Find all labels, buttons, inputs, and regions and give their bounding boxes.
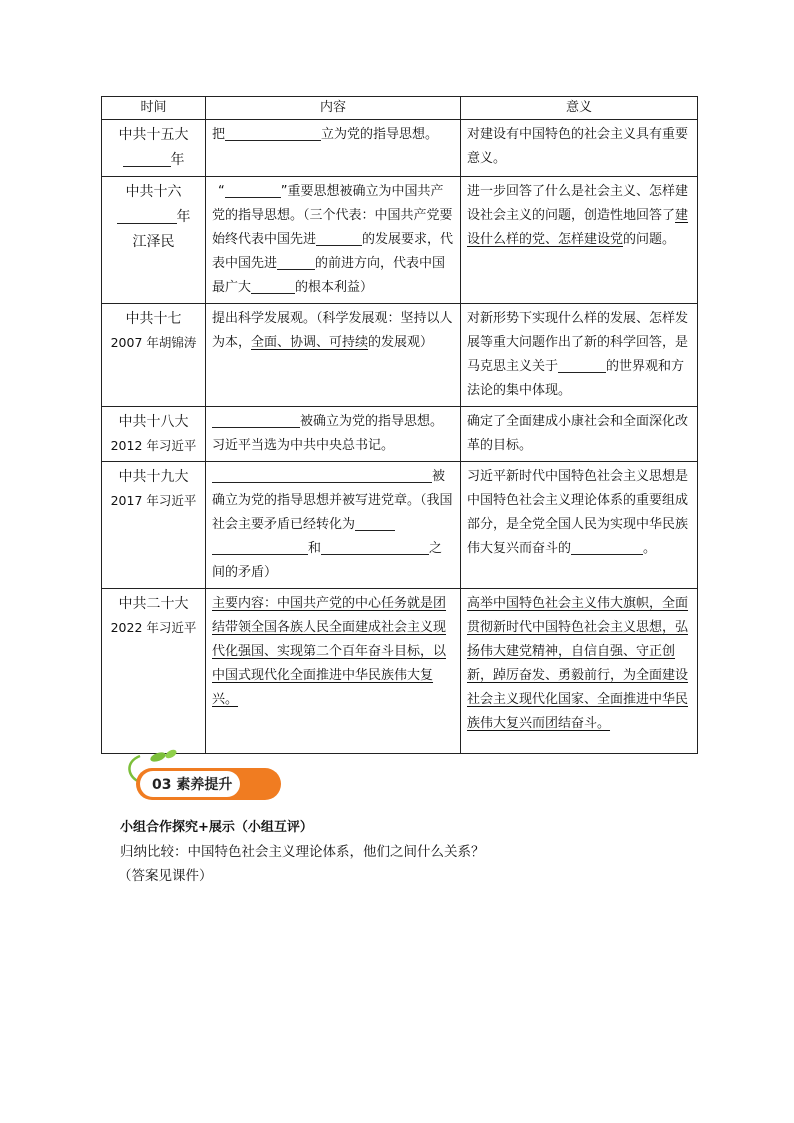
leaf-icon <box>149 751 167 764</box>
content-cell: 主要内容：中国共产党的中心任务就是团结带领全国各族人民全面建成社会主义现代化强国、实现第二个百年奋斗目标，以中国式现代化全面推进中华民族伟大复兴。 <box>206 589 461 754</box>
leader-label: 江泽民 <box>132 234 175 250</box>
time-cell <box>102 304 206 407</box>
content-cell: “ ”重要思想被确立为中国共产党的指导思想。（三个代表：中国共产党要始终代表中国先进 的发展要求，代表中国先进 的前进方向，代表中国最广大 的根本利益） <box>206 177 461 304</box>
fill-blank[interactable] <box>571 538 609 555</box>
table-row <box>102 589 698 754</box>
fill-blank[interactable] <box>355 514 395 531</box>
fill-blank[interactable] <box>212 411 300 428</box>
time-cell <box>102 407 206 462</box>
group-activity-title: 小组合作探究+展示（小组互评） <box>120 820 313 835</box>
section-title: 03 素养提升 <box>152 777 233 793</box>
content-cell: 被确立为党的指导思想。习近平当选为中共中央总书记。 <box>206 407 461 462</box>
fill-blank[interactable] <box>558 356 606 373</box>
fill-blank[interactable] <box>251 277 295 294</box>
fill-blank[interactable] <box>225 181 281 198</box>
era-label: 中共十八大 <box>118 414 189 430</box>
era-label: 中共二十大 <box>118 596 189 612</box>
era-label: 中共十九大 <box>118 469 189 485</box>
header-content: 内容 <box>206 97 461 120</box>
leader-label: 2022 年习近平 <box>110 620 197 635</box>
meaning-cell: 进一步回答了什么是社会主义、怎样建设社会主义的问题，创造性地回答了建设什么样的党、怎样建设党的问题。 <box>461 177 698 304</box>
fill-blank[interactable] <box>212 538 308 555</box>
history-table <box>101 96 698 754</box>
fill-blank[interactable] <box>225 124 321 141</box>
era-label: 中共十五大 <box>118 127 189 143</box>
year-line: 年 <box>108 205 199 230</box>
question-text: 归纳比较：中国特色社会主义理论体系，他们之间什么关系？ <box>120 844 485 860</box>
leader-label: 2017 年习近平 <box>110 493 197 508</box>
content-cell: 把 立为党的指导思想。 <box>206 120 461 177</box>
header-meaning: 意义 <box>461 97 698 120</box>
time-cell <box>102 177 206 304</box>
table-row <box>102 177 698 304</box>
table-row <box>102 462 698 589</box>
fill-blank[interactable] <box>277 253 315 270</box>
meaning-cell: 对新形势下实现什么样的发展、怎样发展等重大问题作出了新的科学回答，是马克思主义关于 的世界观和方法论的集中体现。 <box>461 304 698 407</box>
leader-label: 2007 年胡锦涛 <box>110 335 197 350</box>
meaning-cell: 对建设有中国特色的社会主义具有重要意义。 <box>461 120 698 177</box>
content-cell: 提出科学发展观。（科学发展观：坚持以人为本，全面、协调、可持续的发展观） <box>206 304 461 407</box>
leaf-icon <box>164 748 178 760</box>
table-header-row <box>102 97 698 120</box>
year-blank[interactable] <box>117 207 177 224</box>
meaning-cell: 确定了全面建成小康社会和全面深化改革的目标。 <box>461 407 698 462</box>
time-cell <box>102 462 206 589</box>
fill-blank[interactable] <box>212 466 432 483</box>
table-row <box>102 120 698 177</box>
header-time: 时间 <box>102 97 206 120</box>
meaning-cell: 习近平新时代中国特色社会主义思想是中国特色社会主义理论体系的重要组成部分，是全党全国人民为实现中华民族伟大复兴而奋斗的 。 <box>461 462 698 589</box>
content-cell: 被确立为党的指导思想并被写进党章。（我国社会主要矛盾已经转化为 和 之间的矛盾） <box>206 462 461 589</box>
time-cell <box>102 120 206 177</box>
fill-blank[interactable] <box>316 229 362 246</box>
answer-note: （答案见课件） <box>118 868 213 884</box>
table-row <box>102 304 698 407</box>
fill-blank[interactable] <box>321 538 429 555</box>
year-line: 年 <box>108 148 199 173</box>
leader-label: 2012 年习近平 <box>110 438 197 453</box>
fill-blank[interactable] <box>609 538 643 555</box>
era-label: 中共十七 <box>125 311 182 327</box>
meaning-cell: 高举中国特色社会主义伟大旗帜，全面贯彻新时代中国特色社会主义思想，弘扬伟大建党精神，自信自强、守正创新，踔厉奋发、勇毅前行，为全面建设社会主义现代化国家、全面推进中华民族伟大复兴而团结奋斗。 <box>461 589 698 754</box>
table-row <box>102 407 698 462</box>
era-label: 中共十六 <box>125 184 182 200</box>
time-cell <box>102 589 206 754</box>
year-blank[interactable] <box>123 150 171 167</box>
